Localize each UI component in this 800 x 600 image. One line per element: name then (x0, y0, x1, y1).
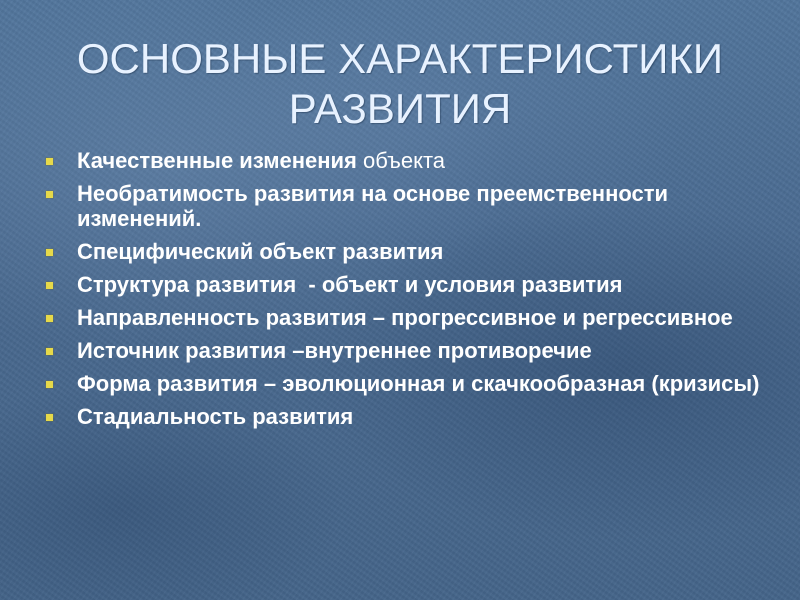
bullet-text-bold: Необратимость развития на основе преемственности изменений. (77, 181, 669, 231)
slide-title: ОСНОВНЫЕ ХАРАКТЕРИСТИКИ РАЗВИТИЯ (76, 35, 724, 132)
bullet-item-irreversibility (46, 181, 766, 231)
square-bullet-icon (46, 158, 53, 165)
bullet-item-qualitative-changes (46, 148, 766, 173)
bullet-text-bold: Структура развития - объект и условия развития (77, 272, 623, 297)
square-bullet-icon (46, 381, 53, 388)
bullet-text-bold: Источник развития –внутреннее противоречие (77, 338, 592, 363)
bullet-item-structure (46, 272, 766, 297)
bullet-item-direction (46, 305, 766, 330)
bullet-item-form (46, 371, 766, 396)
bullet-text-bold: Специфический объект развития (77, 239, 444, 264)
square-bullet-icon (46, 191, 53, 198)
bullet-text-bold: Стадиальность развития (77, 404, 354, 429)
bullet-text-bold: Направленность развития – прогрессивное и регрессивное (77, 305, 733, 330)
bullet-item-specific-object (46, 239, 766, 264)
square-bullet-icon (46, 414, 53, 421)
bullet-text-plain: объекта (356, 148, 446, 173)
bullet-text-bold: Форма развития – эволюционная и скачкообразная (кризисы) (77, 371, 760, 396)
square-bullet-icon (46, 249, 53, 256)
bullet-item-stages (46, 404, 766, 429)
square-bullet-icon (46, 282, 53, 289)
square-bullet-icon (46, 348, 53, 355)
bullet-list (46, 148, 766, 437)
bullet-text-bold: Качественные изменения (77, 148, 357, 173)
square-bullet-icon (46, 315, 53, 322)
bullet-item-source (46, 338, 766, 363)
